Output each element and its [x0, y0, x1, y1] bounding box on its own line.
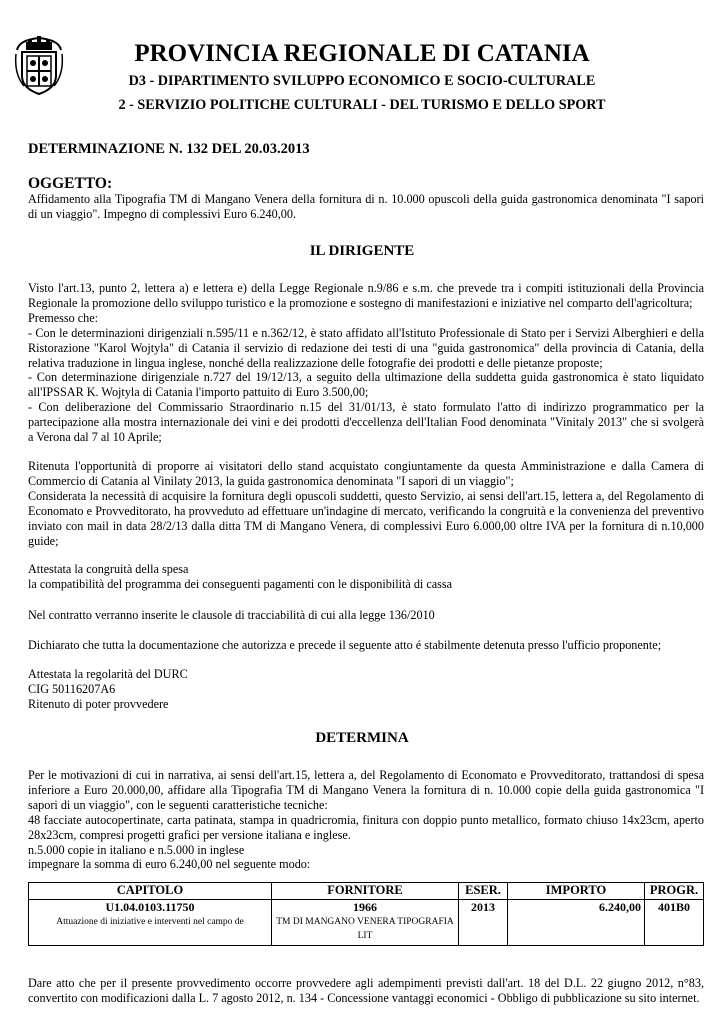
dirigente-block-1: [28, 281, 704, 445]
dirigente-block-2: [28, 459, 704, 548]
col-fornitore: FORNITORE: [272, 883, 459, 900]
paragraph: Nel contratto verranno inserite le clausole di tracciabilità di cui alla legge 136/2010: [28, 608, 435, 622]
dirigente-block-5: [28, 638, 704, 653]
capitolo-desc: Attuazione di iniziative e interventi nel campo de: [56, 917, 244, 927]
paragraph: Dichiarato che tutta la documentazione che autorizza e precede il seguente atto é stabilmente detenuta presso l'ufficio proponente;: [28, 638, 662, 652]
paragraph: Ritenuto di poter provvedere: [28, 696, 169, 711]
cell-capitolo: [29, 900, 272, 946]
page-title: PROVINCIA REGIONALE DI CATANIA: [134, 40, 590, 67]
determina-heading: DETERMINA: [315, 730, 409, 746]
paragraph: Considerata la necessità di acquisire la fornitura degli opuscoli suddetti, questo Servizio, ai sensi dell'art.15, lettera a, del Regolamento di Economato e Provveditorato, ha provveduto ad effettuare un'indagine di mercato, verificando la congruità e la convenienza del preventivo inviato con mail in data 28/2/13 dalla ditta TM di Mangano Venera, di complessivi Euro 6.000,00 oltre IVA per la fornitura di n.10,000 guide;: [28, 488, 704, 548]
fornitore-desc: TM DI MANGANO VENERA TIPOGRAFIA LIT: [276, 917, 454, 941]
col-capitolo: CAPITOLO: [29, 883, 272, 900]
paragraph: Per le motivazioni di cui in narrativa, ai sensi dell'art.15, lettera a, del Regolamento di Economato e Provveditorato, trattandosi di spesa inferiore a Euro 20.000,00, affidare alla Tipografia TM di Mangano Venera la fornitura di n. 10.000 copie della guida gastronomica "I sapori di un viaggio", con le seguenti caratteristiche tecniche:: [28, 768, 704, 812]
paragraph: n.5.000 copie in italiano e n.5.000 in inglese: [28, 842, 245, 857]
oggetto-label: OGGETTO:: [28, 175, 113, 192]
dirigente-heading: IL DIRIGENTE: [309, 243, 415, 259]
paragraph: 48 facciate autocopertinate, carta patinata, stampa in quadricromia, finitura con doppio punto metallico, formato chiuso 14x23cm, aperto 28x23cm, compresi progetti grafici per versione italiana e inglese.: [28, 812, 704, 842]
paragraph: Premesso che:: [28, 310, 99, 325]
paragraph: Attestata la congruità della spesa: [28, 562, 189, 576]
dirigente-block-4: [28, 608, 704, 623]
table-row: [29, 900, 704, 946]
col-importo: IMPORTO: [508, 883, 645, 900]
cell-eser: 2013: [459, 900, 508, 946]
service-heading: 2 - SERVIZIO POLITICHE CULTURALI - DEL TURISMO E DELLO SPORT: [118, 97, 606, 113]
department-heading: D3 - DIPARTIMENTO SVILUPPO ECONOMICO E SOCIO-CULTURALE: [128, 73, 596, 89]
budget-table: [28, 882, 704, 946]
determina-block: [28, 768, 704, 872]
paragraph: - Con le determinazioni dirigenziali n.595/11 e n.362/12, è stato affidato all'Istituto Professionale di Stato per i Servizi Alberghieri e della Ristorazione "Karol Wojtyla" di Catania il servizio di redazione dei testi di una "guida gastronomica" della provincia di Catania, della relativa traduzione in lingua inglese, nonché della realizzazione delle fotografie dei prodotti e delle pietanze proposte;: [28, 325, 704, 370]
cell-importo: 6.240,00: [508, 900, 645, 946]
dirigente-block-3: [28, 562, 704, 592]
col-progr: PROGR.: [645, 883, 704, 900]
col-eser: ESER.: [459, 883, 508, 900]
paragraph: Attestata la regolarità del DURC: [28, 667, 188, 681]
paragraph: impegnare la somma di euro 6.240,00 nel seguente modo:: [28, 857, 311, 872]
paragraph: - Con deliberazione del Commissario Straordinario n.15 del 31/01/13, è stato formulato l'atto di indirizzo programmatico per la partecipazione alla mostra internazionale dei vini e dei prodotti d'eccellenza dell'Italian Food denominata "Vinitaly 2013" che si svolgerà a Verona dal 7 al 10 Aprile;: [28, 400, 704, 445]
paragraph: Ritenuta l'opportunità di proporre ai visitatori dello stand acquistato congiuntamente da questa Amministrazione e dalla Camera di Commercio di Catania al Vinilaty 2013, la guida gastronomica denominata "I sapori di un viaggio";: [28, 459, 704, 488]
determination-title: DETERMINAZIONE N. 132 DEL 20.03.2013: [28, 141, 310, 157]
footer-text: Dare atto che per il presente provvedimento occorre provvedere agli adempimenti previsti dall'art. 18 del D.L. 22 giugno 2012, n°83, convertito con modificazioni dalla L. 7 agosto 2012, n. 134 - Concessione vantaggi economici - Obbligo di pubblicazione su sito internet.: [28, 976, 704, 1005]
dirigente-block-6: [28, 667, 704, 712]
oggetto-text: Affidamento alla Tipografia TM di Mangano Venera della fornitura di n. 10.000 opuscoli della guida gastronomica denominata "I sapori di un viaggio". Impegno di complessivi Euro 6.240,00.: [28, 192, 704, 221]
cell-progr: 401B0: [645, 900, 704, 946]
capitolo-code: U1.04.0103.11750: [105, 900, 195, 914]
paragraph: - Con determinazione dirigenziale n.727 del 19/12/13, a seguito della ultimazione della suddetta guida gastronomica è stato liquidato all'IPSSAR K. Wojtyla di Catania l'importo pattuito di Euro 3.500,00;: [28, 370, 704, 400]
paragraph: Visto l'art.13, punto 2, lettera a) e lettera e) della Legge Regionale n.9/86 e s.m. che prevede tra i compiti istituzionali della Provincia Regionale la promozione dello sviluppo turistico e la promozione e sostegno di manifestazioni e iniziative nel comparto dell'agricoltura;: [28, 281, 704, 310]
paragraph: CIG 50116207A6: [28, 681, 116, 696]
paragraph: la compatibilità del programma dei conseguenti pagamenti con le disponibilità di cassa: [28, 576, 453, 591]
cell-fornitore: [272, 900, 459, 946]
fornitore-code: 1966: [353, 900, 377, 914]
table-header-row: [29, 883, 704, 900]
